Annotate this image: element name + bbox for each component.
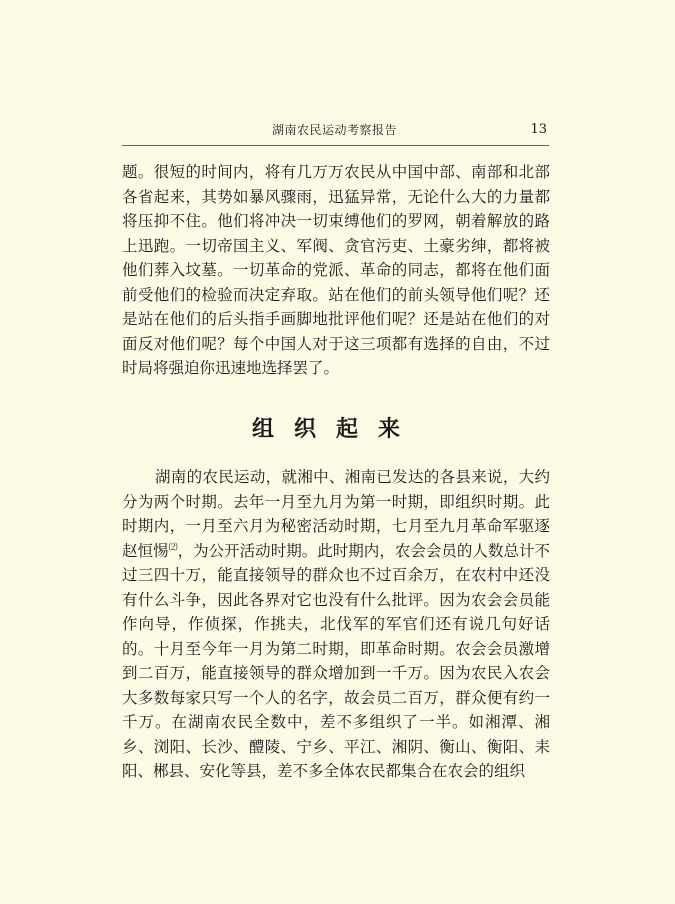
- running-header: [122, 119, 547, 141]
- section-heading: 组织起来: [251, 417, 420, 442]
- body-paragraph: [122, 465, 550, 784]
- header-divider: [122, 145, 549, 146]
- body-paragraph-continued: 题。很短的时间内，将有几万万农民从中国中部、南部和北部各省起来，其势如暴风骤雨，迅猛异常，无论什么大的力量都将压抑不住。他们将冲决一切束缚他们的罗网，朝着解放的路上迅跑。一切帝国主义、军阀、贪官污吏、土豪劣绅，都将被他们葬入坟墓。一切革命的党派、革命的同志，都将在他们面前受他们的检验而决定弃取。站在他们的前头领导他们呢？还是站在他们的后头指手画脚地批评他们呢？还是站在他们的对面反对他们呢？每个中国人对于这三项都有选择的自由，不过时局将强迫你迅速地选择罢了。: [122, 163, 550, 377]
- page-number: 13: [530, 122, 547, 137]
- running-header-title: 湖南农民运动考察报告: [271, 123, 397, 137]
- paragraph-text-part-2: ，为公开活动时期。此时期内，农会会员的人数总计不过三四十万，能直接领导的群众也不过百余万，在农村中还没有什么斗争，因此各界对它也没有什么批评。因为农会会员能作向导，作侦探，作挑夫，北伐军的军官们还有说几句好话的。十月至今年一月为第二时期，即革命时期。农会会员激增到二百万，能直接领导的群众增加到一千万。因为农民入农会大多数每家只写一个人的名字，故会员二百万，群众便有约一千万。在湖南农民全数中，差不多组织了一半。如湘潭、湘乡、浏阳、长沙、醴陵、宁乡、平江、湘阴、衡山、衡阳、耒阳、郴县、安化等县，差不多全体农民都集合在农会的组织: [122, 541, 550, 780]
- footnote-marker[interactable]: ⑵: [168, 542, 178, 553]
- paragraph-text-part-1: 湖南的农民运动，就湘中、湘南已发达的各县来说，大约分为两个时期。去年一月至九月为第一时期，即组织时期。此时期内，一月至六月为秘密活动时期，七月至九月革命军驱逐赵恒惕: [122, 468, 550, 560]
